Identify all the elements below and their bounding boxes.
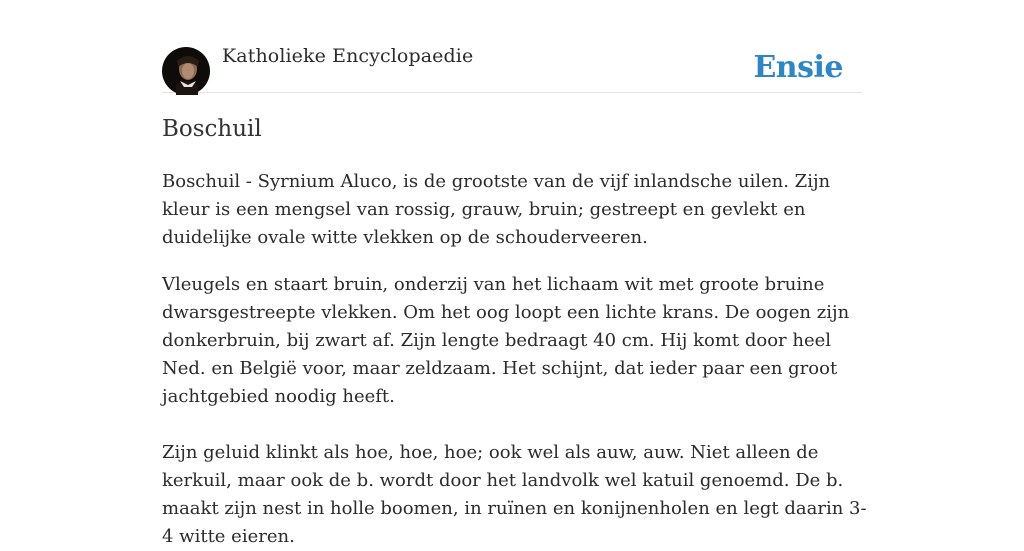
article-paragraph-2: Vleugels en staart bruin, onderzij van het lichaam wit met groote bruine dwarsgestreepte vlekken. Om het oog loopt een lichte krans. De oogen zijn donkerbruin, bij zwart af. Zijn lengte bedraagt 40 cm. Hij komt door heel Ned. en België voor, maar zeldzaam. Het schijnt, dat ieder paar een groot jachtgebied noodig heeft. bbox=[162, 274, 850, 407]
page-title: Boschuil bbox=[162, 116, 262, 142]
article-paragraph-3: Zijn geluid klinkt als hoe, hoe, hoe; ook wel als auw, auw. Niet alleen de kerkuil, maar ook de b. wordt door het landvolk wel katuil genoemd. De b. maakt zijn nest in holle boomen, in ruïnen en konijnenholen en legt daarin 3-4 witte eieren. bbox=[162, 442, 867, 547]
article-container bbox=[162, 0, 867, 547]
ensie-logo[interactable]: Ensie bbox=[753, 50, 843, 85]
portrait-image bbox=[162, 47, 210, 95]
site-header bbox=[162, 0, 862, 93]
article-paragraph-1: Boschuil - Syrnium Aluco, is de grootste van de vijf inlandsche uilen. Zijn kleur is een mengsel van rossig, grauw, bruin; gestreept en gevlekt en duidelijke ovale witte vlekken op de schouderveeren. bbox=[162, 171, 831, 248]
author-avatar[interactable] bbox=[162, 47, 210, 95]
site-name[interactable]: Katholieke Encyclopaedie bbox=[222, 45, 474, 67]
